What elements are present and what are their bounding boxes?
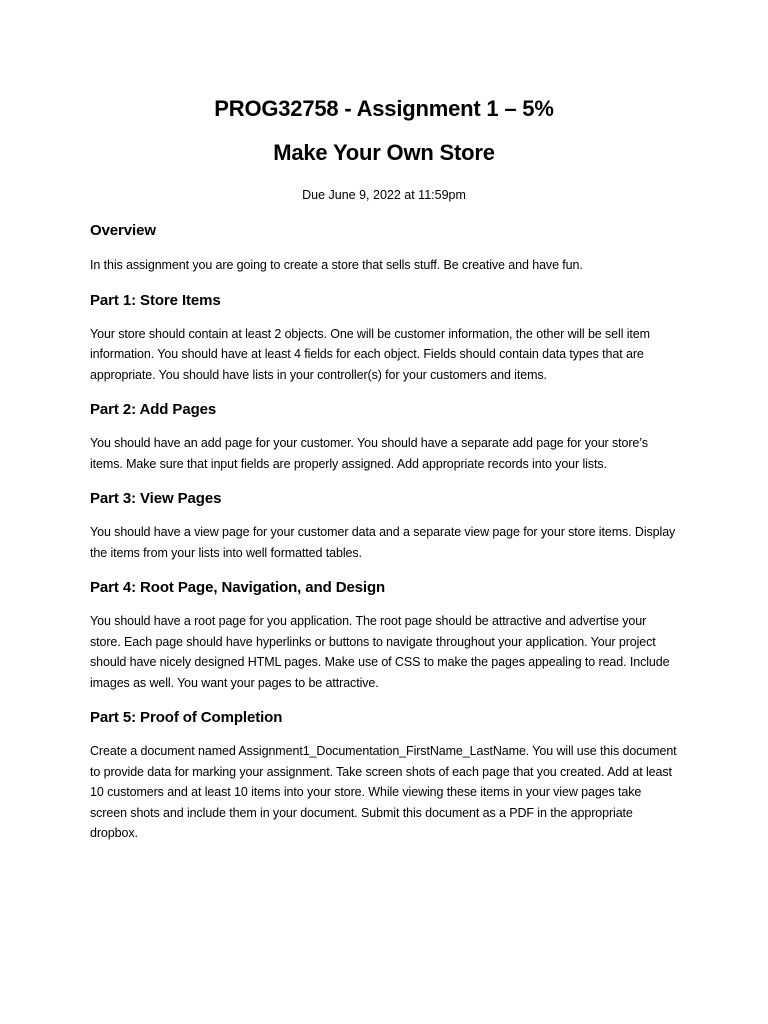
section-body: Your store should contain at least 2 objects. One will be customer information, the other will be sell item information. You should have at least 4 fields for each object. Fields should contain data types that are appropriate. You should have lists in your controller(s) for your customers and items.	[90, 326, 650, 382]
section-part-4	[90, 563, 678, 693]
section-heading: Part 4: Root Page, Navigation, and Design	[90, 579, 386, 596]
section-heading: Part 5: Proof of Completion	[90, 709, 283, 726]
document-title: PROG32758 - Assignment 1 – 5%	[214, 96, 554, 121]
section-heading: Overview	[90, 222, 156, 239]
section-body: You should have a view page for your customer data and a separate view page for your store items. Display the items from your lists into well formatted tables.	[90, 525, 676, 560]
section-heading: Part 2: Add Pages	[90, 401, 217, 418]
section-part-3	[90, 474, 678, 563]
section-part-2	[90, 385, 678, 474]
section-overview	[90, 204, 678, 276]
section-part-1	[90, 276, 678, 386]
section-body: You should have a root page for you application. The root page should be attractive and advertise your store. Each page should have hyperlinks or buttons to navigate throughout your application. Your project should have nicely designed HTML pages. Make use of CSS to make the pages appealing to read. Include images as well. You want your pages to be attractive.	[90, 614, 670, 690]
section-part-5	[90, 693, 678, 844]
section-heading: Part 3: View Pages	[90, 490, 222, 507]
section-body: Create a document named Assignment1_Documentation_FirstName_LastName. You will use this document to provide data for marking your assignment. Take screen shots of each page that you created. Add at least 10 customers and at least 10 items into your store. While viewing these items in your view pages take screen shots and include them in your document. Submit this document as a PDF in the appropriate dropbox.	[90, 744, 677, 840]
due-date: Due June 9, 2022 at 11:59pm	[302, 188, 466, 202]
section-body: You should have an add page for your customer. You should have a separate add page for your store’s items. Make sure that input fields are properly assigned. Add appropriate records into your lists.	[90, 436, 648, 471]
section-heading: Part 1: Store Items	[90, 291, 221, 309]
document-subtitle: Make Your Own Store	[273, 140, 495, 165]
section-body: In this assignment you are going to create a store that sells stuff. Be creative and have fun.	[90, 258, 583, 272]
